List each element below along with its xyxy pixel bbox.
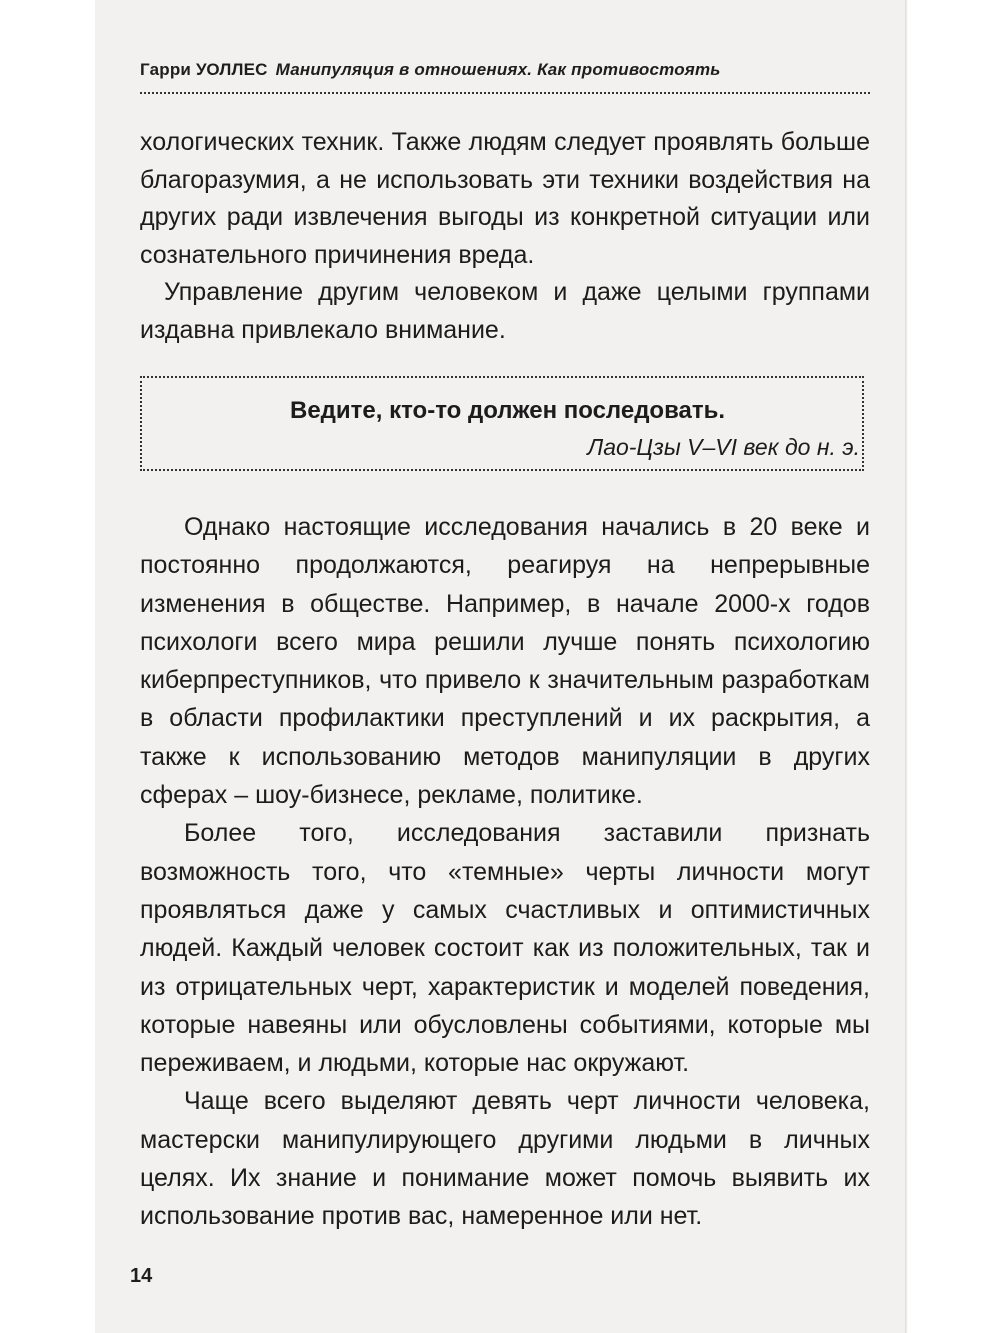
paragraph: хологических техник. Также людям следует проявлять больше благоразумия, а не использовать эти техники воздействия на других ради извлечения выгоды из конкретной ситуации или сознательного причинения вреда. [140, 128, 870, 269]
epigraph-source: Лао-Цзы V–VI век до н. э. [587, 434, 860, 460]
paragraph: Более того, исследования заставили признать возможность того, что «темные» черты личности могут проявляться даже у самых счастливых и оптимистичных людей. Каждый человек состоит как из положительных, так и из отрицательных черт, характеристик и моделей поведения, которые навеяны или обусловлены событиями, которые мы переживаем, и людьми, которые нас окружают. [140, 819, 870, 1078]
paragraph: Однако настоящие исследования начались в 20 веке и постоянно продолжаются, реагируя на непрерывные изменения в обществе. Например, в начале 2000-х годов психологи всего мира решили лучше понять психологию киберпреступников, что привело к значительным разработкам в области профилактики преступлений и их раскрытия, а также к использованию методов манипуляции в других сферах – шоу-бизнесе, рекламе, политике. [140, 513, 870, 810]
body-text-bottom [140, 508, 870, 1236]
header-author: Гарри УОЛЛЕС [140, 60, 268, 79]
paragraph: Управление другим человеком и даже целыми группами издавна привлекало внимание. [140, 278, 870, 344]
page-edge [905, 0, 908, 1333]
header-title: Манипуляция в отношениях. Как противостоять [275, 60, 721, 79]
body-text-top [140, 124, 870, 349]
paragraph: Чаще всего выделяют девять черт личности человека, мастерски манипулирующего другими людьми в личных целях. Их знание и понимание может помочь выявить их использование против вас, намеренное или нет. [140, 1087, 870, 1231]
page-number: 14 [130, 1265, 153, 1287]
running-header [140, 60, 870, 80]
epigraph-text: Ведите, кто-то должен последовать. [290, 397, 726, 424]
header-divider [140, 92, 870, 94]
